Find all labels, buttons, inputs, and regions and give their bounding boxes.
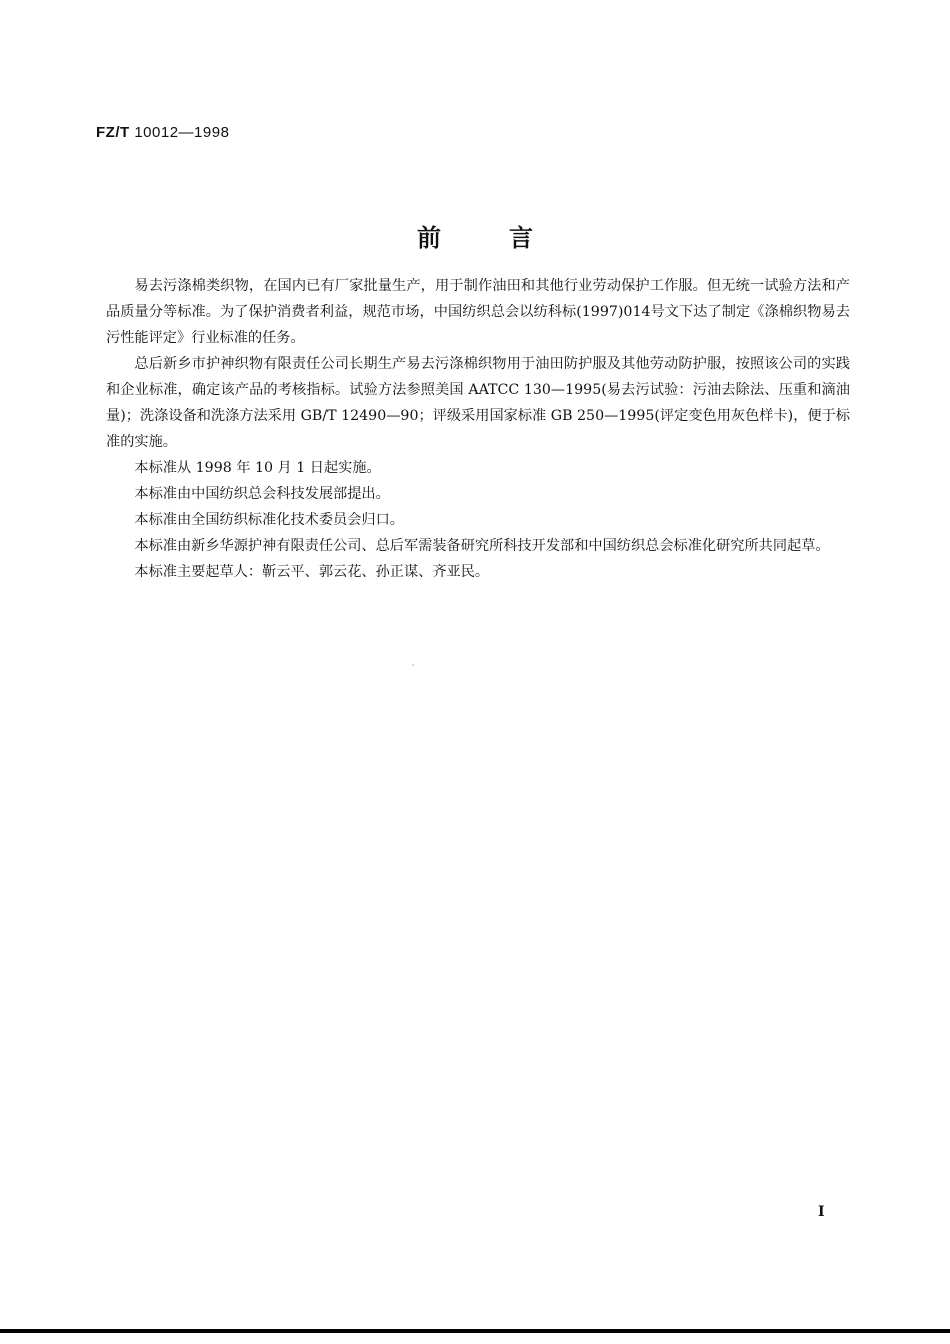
bottom-rule [0,1329,950,1333]
paragraph-administrator: 本标准由全国纺织标准化技术委员会归口。 [134,512,404,528]
standard-code [96,124,229,141]
scan-speck [412,664,414,666]
paragraph-proposer: 本标准由中国纺织总会科技发展部提出。 [134,486,390,502]
paragraph-drafting-units: 本标准由新乡华源护神有限责任公司、总后军需装备研究所科技开发部和中国纺织总会标准化研究所共同起草。 [134,538,830,554]
paragraph-drafters: 本标准主要起草人：靳云平、郭云花、孙正谋、齐亚民。 [134,564,490,580]
paragraph-background: 易去污涤棉类织物，在国内已有厂家批量生产，用于制作油田和其他行业劳动保护工作服。但无统一试验方法和产品质量分等标准。为了保护消费者利益，规范市场，中国纺织总会以纺科标(1997)014号文下达了制定《涤棉织物易去污性能评定》行业标准的任务。 [106,278,850,346]
standard-code-number: 10012—1998 [134,124,230,141]
standard-code-prefix: FZ/T [96,124,130,141]
page-title: 前言 [417,224,601,252]
paragraph-method: 总后新乡市护神织物有限责任公司长期生产易去污涤棉织物用于油田防护服及其他劳动防护服，按照该公司的实践和企业标准，确定该产品的考核指标。试验方法参照美国 AATCC 130—1995(易去污试验：污油去除法、压重和滴油量)；洗涤设备和洗涤方法采用 GB/T 12490—90；评级采用国家标准 GB 250—1995(评定变色用灰色样卡)，便于标准的实施。 [106,356,850,450]
page-number: I [818,1204,825,1220]
paragraph-effective-date: 本标准从 1998 年 10 月 1 日起实施。 [134,460,381,476]
foreword-body [106,273,850,585]
